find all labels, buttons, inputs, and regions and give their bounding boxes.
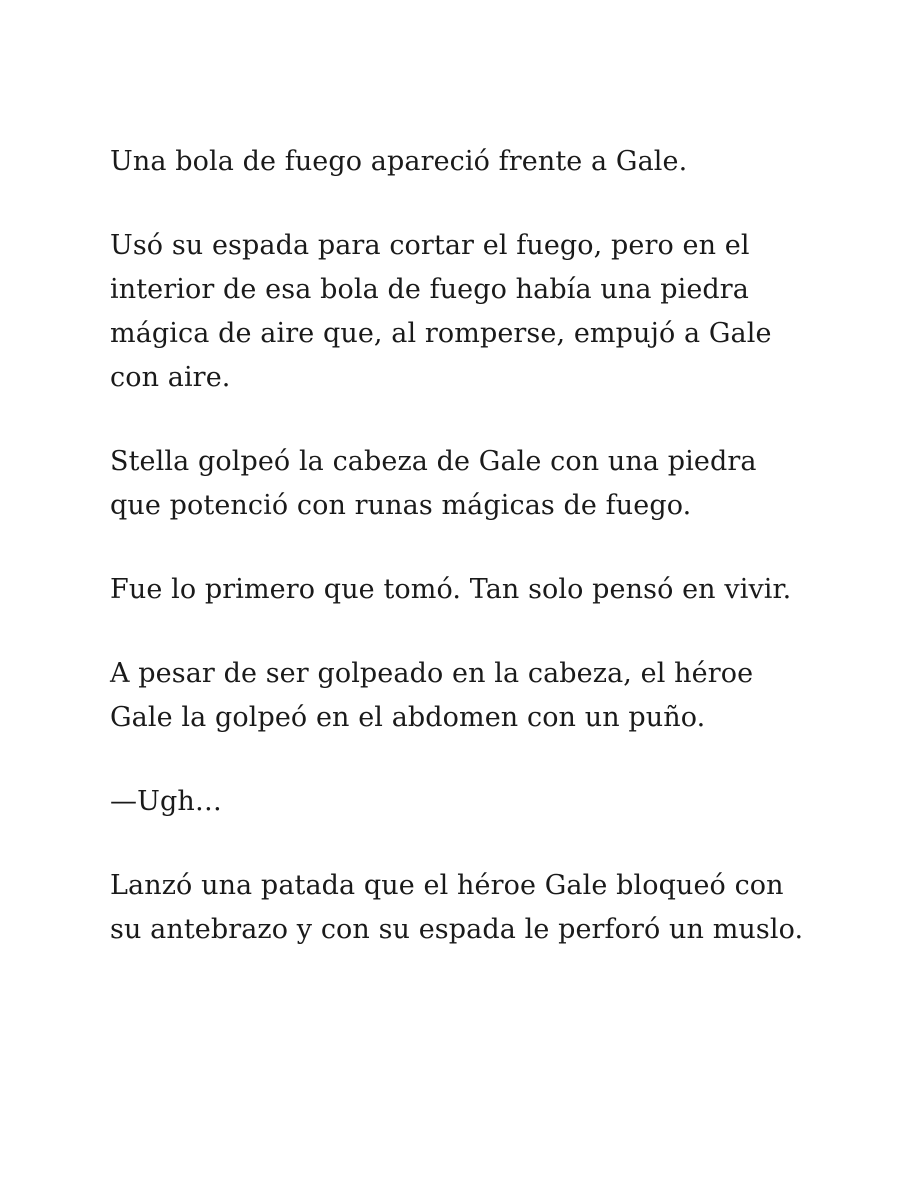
paragraph-1: Una bola de fuego apareció frente a Gale.	[110, 146, 688, 177]
paragraph-4: Fue lo primero que tomó. Tan solo pensó en vivir.	[110, 574, 792, 605]
document-page	[110, 140, 810, 992]
paragraph-7: Lanzó una patada que el héroe Gale bloqueó con su antebrazo y con su espada le perforó un muslo.	[110, 870, 804, 945]
paragraph-5: A pesar de ser golpeado en la cabeza, el héroe Gale la golpeó en el abdomen con un puño.	[110, 658, 754, 733]
paragraph-6-dialogue: —Ugh…	[110, 786, 222, 817]
paragraph-3: Stella golpeó la cabeza de Gale con una piedra que potenció con runas mágicas de fuego.	[110, 446, 757, 521]
paragraph-2: Usó su espada para cortar el fuego, pero en el interior de esa bola de fuego había una piedra mágica de aire que, al romperse, empujó a Gale con aire.	[110, 230, 772, 393]
